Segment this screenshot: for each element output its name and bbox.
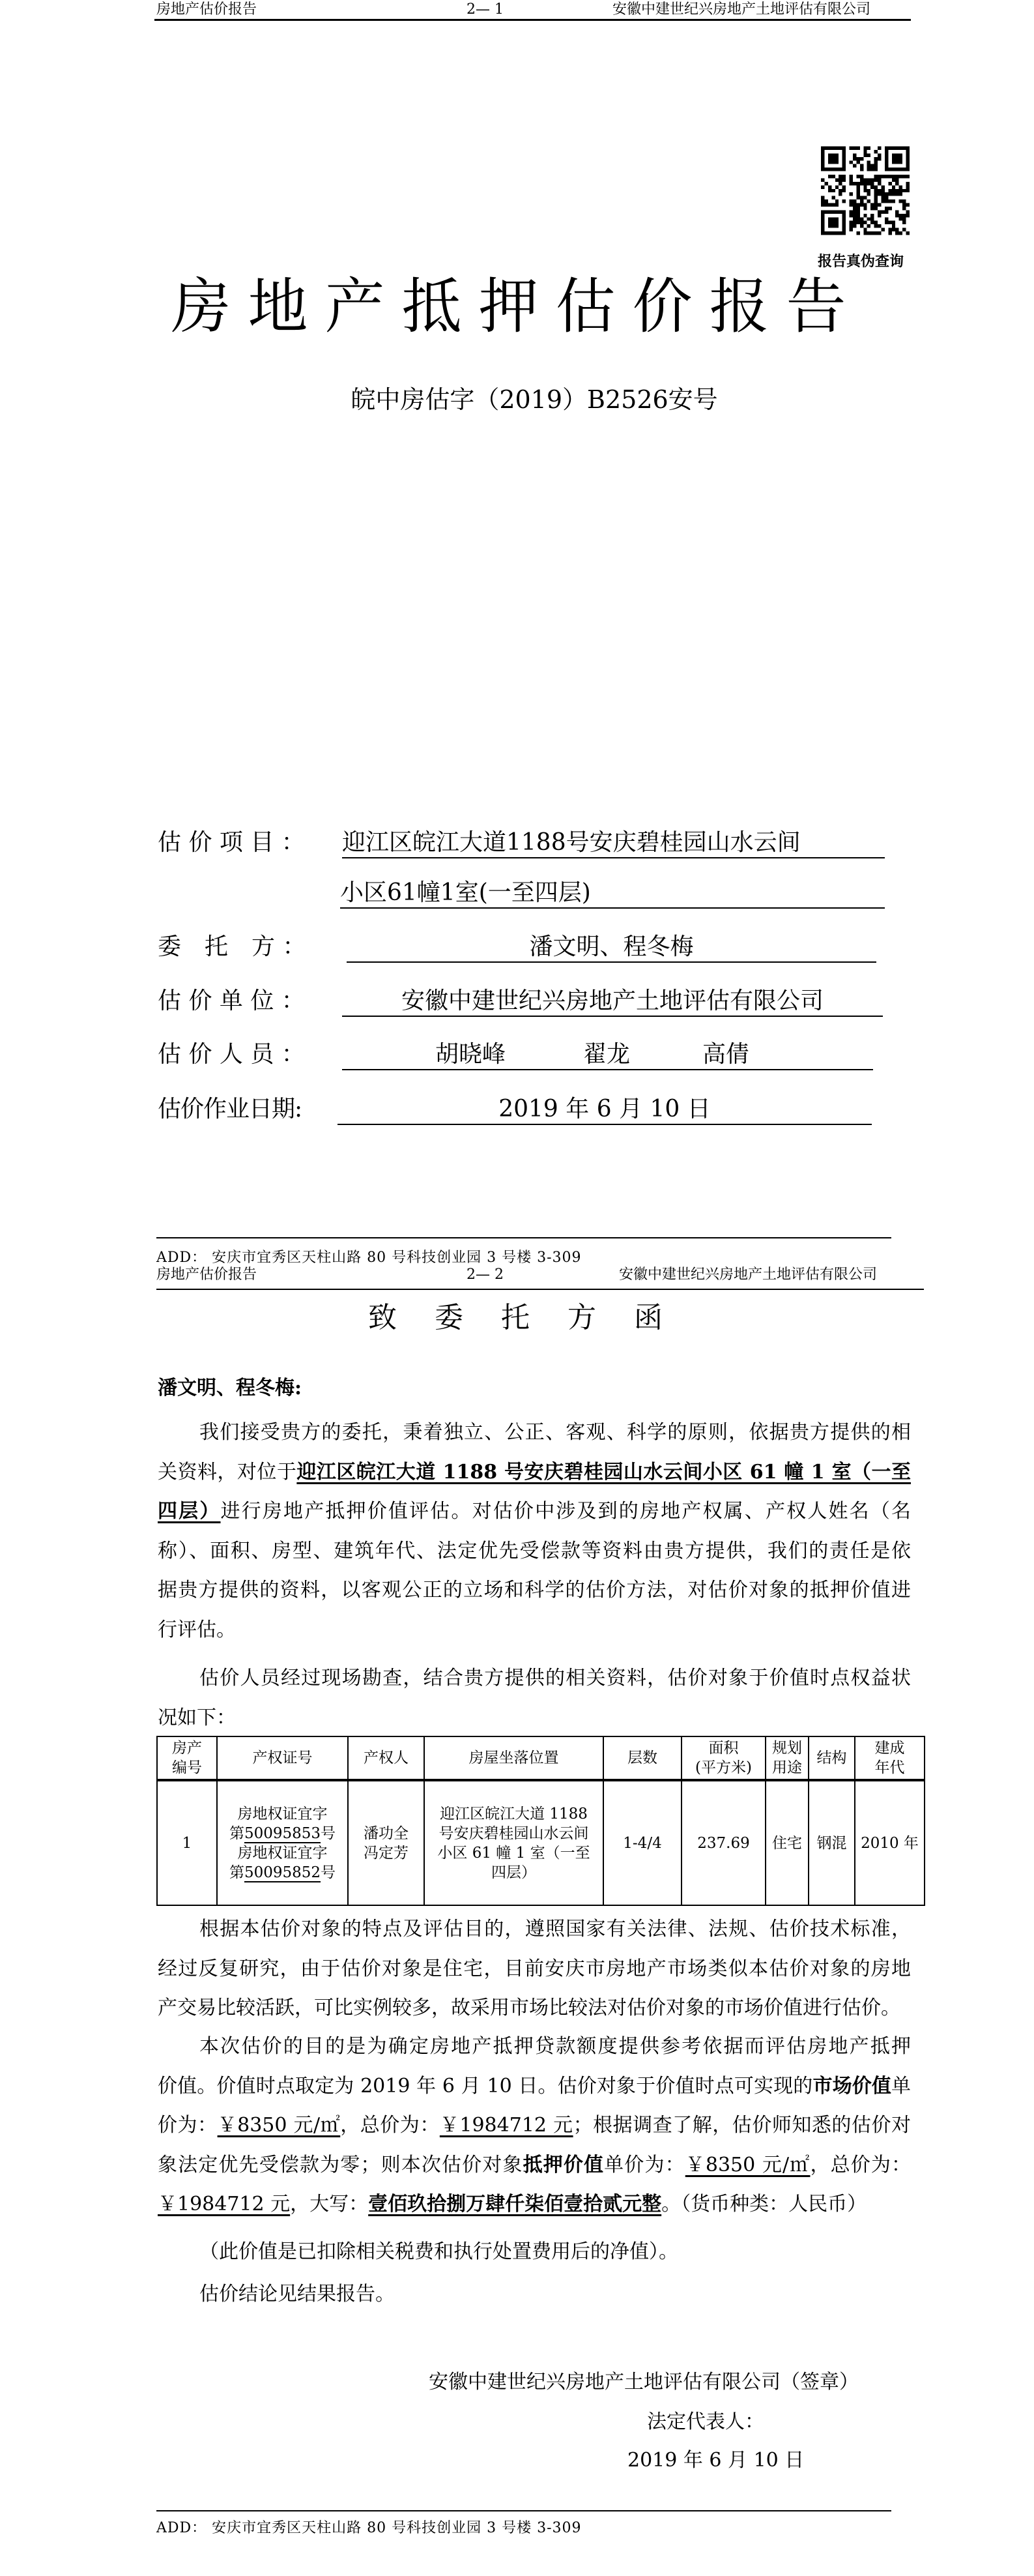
column-header <box>855 1736 925 1780</box>
emphasis-text: 市场价值 <box>812 2074 891 2098</box>
valuer-name: 胡晓峰 <box>435 1041 506 1068</box>
text-run: 本次估价的目的是为确定房地产抵押贷款额度提供参考依据而评估房地产抵押 <box>199 2035 911 2058</box>
report-title: 房地产抵押估价报告 <box>171 272 863 342</box>
text-run: 经过反复研究，由于估价对象是住宅，目前安庆市房地产市场类似本估价对象的房地 <box>158 1957 911 1980</box>
text-line <box>158 2106 911 2146</box>
text-run: 根据本估价对象的特点及评估目的，遵照国家有关法律、法规、估价技术标准， <box>199 1918 911 1940</box>
cell-cert-numbers <box>217 1780 348 1905</box>
column-header <box>217 1736 348 1780</box>
column-header-text: 房产 <box>172 1740 202 1757</box>
project-value-line2: 小区61幢1室(一至四层) <box>340 879 885 909</box>
column-header <box>682 1736 766 1780</box>
header-rule <box>156 1289 924 1290</box>
owner-name: 潘功全 <box>364 1824 409 1842</box>
text-run: 象法定优先受偿款为零；则本次估价对象 <box>158 2153 523 2176</box>
letter-title: 致委托方函 <box>368 1301 700 1334</box>
text-run: 据贵方提供的资料，以客观公正的立场和科学的估价方法，对估价对象的抵押价值进 <box>158 1579 911 1602</box>
column-header-text: 层数 <box>627 1749 657 1766</box>
header-company: 安徽中建世纪兴房地产土地评估有限公司 <box>612 1 871 18</box>
valuers-value <box>342 1040 873 1070</box>
text-line <box>158 1571 911 1611</box>
emphasis-text: ￥8350 元/㎡ <box>685 2153 811 2176</box>
text-line <box>158 1532 911 1572</box>
cell-area: 237.69 <box>682 1780 766 1905</box>
text-line <box>158 1950 911 1989</box>
text-run: 估价结论见结果报告。 <box>199 2283 395 2305</box>
cert-number: 50095853 <box>244 1824 321 1842</box>
owner-name: 冯定芳 <box>364 1844 409 1862</box>
header-page-number: 2— 1 <box>467 1 504 18</box>
cell-floors: 1-4/4 <box>603 1780 682 1905</box>
letter-paragraph <box>158 1659 911 1738</box>
emphasis-text: 壹佰玖拾捌万肆仟柒佰壹拾贰元整 <box>368 2193 662 2216</box>
qr-code-icon[interactable] <box>821 145 910 236</box>
signature-company: 安徽中建世纪兴房地产土地评估有限公司（签章） <box>429 2371 859 2393</box>
column-header-text: 编号 <box>172 1759 202 1776</box>
letter-paragraph <box>158 2027 911 2225</box>
header-page-number: 2— 2 <box>467 1266 504 1283</box>
cert-prefix: 房地权证宜字 <box>237 1805 328 1822</box>
letter-paragraph <box>158 1910 911 2028</box>
emphasis-text: 迎江区皖江大道 1188 号安庆碧桂园山水云间小区 61 幢 1 室（一至 <box>296 1460 912 1484</box>
column-header-text: 建成 <box>874 1740 905 1757</box>
text-line <box>158 1492 911 1532</box>
text-line <box>158 1413 911 1453</box>
text-run: 单价为： <box>604 2153 685 2176</box>
cell-use: 住宅 <box>766 1780 809 1905</box>
client-value: 潘文明、程冬梅 <box>347 933 876 963</box>
cert-prefix: 房地权证宜字 <box>237 1844 328 1862</box>
letter-paragraph <box>158 1413 911 1650</box>
header-company: 安徽中建世纪兴房地产土地评估有限公司 <box>619 1266 878 1283</box>
footer-rule <box>156 1237 891 1238</box>
valuers-label: 估 价 人 员 ： <box>158 1041 305 1068</box>
text-run: ，总价为： <box>340 2114 440 2137</box>
column-header-text: 面积 <box>708 1740 739 1757</box>
emphasis-text: 四层） <box>158 1500 221 1523</box>
text-line <box>158 2185 911 2225</box>
letter-paragraph <box>158 2232 911 2272</box>
text-line <box>158 1910 911 1950</box>
column-header-text: 产权证号 <box>252 1749 313 1766</box>
text-line <box>158 2067 911 2107</box>
column-header-text: 结构 <box>816 1749 847 1766</box>
text-line <box>158 1699 911 1738</box>
column-header <box>348 1736 424 1780</box>
text-line <box>158 1989 911 2028</box>
text-line <box>158 2232 911 2272</box>
text-line <box>158 1453 911 1493</box>
cell-property-no: 1 <box>157 1780 217 1905</box>
text-run: 单 <box>891 2074 911 2098</box>
text-line <box>158 1659 911 1699</box>
valuation-unit-value: 安徽中建世纪兴房地产土地评估有限公司 <box>342 987 883 1017</box>
work-date-label: 估价作业日期: <box>158 1096 302 1122</box>
column-header <box>424 1736 603 1780</box>
text-run: 况如下： <box>158 1706 236 1729</box>
footer-rule <box>156 2510 891 2511</box>
cell-location: 迎江区皖江大道 1188 号安庆碧桂园山水云间小区 61 幢 1 室（一至四层） <box>424 1780 603 1905</box>
footer-address: ADD： 安庆市宜秀区天柱山路 80 号科技创业园 3 号楼 3-309 <box>156 2520 582 2536</box>
salutation: 潘文明、程冬梅: <box>158 1377 302 1399</box>
cell-year: 2010 年 <box>855 1780 925 1905</box>
valuation-unit-label: 估 价 单 位 ： <box>158 988 305 1014</box>
cert-number: 50095852 <box>244 1864 321 1881</box>
emphasis-text: ￥8350 元/㎡ <box>217 2114 341 2137</box>
column-header <box>603 1736 682 1780</box>
text-run: ，总价为： <box>810 2153 912 2176</box>
text-run: （此价值是已扣除相关税费和执行处置费用后的净值）。 <box>199 2240 678 2263</box>
emphasis-text: ￥1984712 元 <box>439 2114 573 2137</box>
text-run: ，大写： <box>290 2193 369 2216</box>
text-run: 称）、面积、房型、建筑年代、法定优先受偿款等资料由贵方提供，我们的责任是依 <box>158 1539 911 1562</box>
letter-paragraph <box>158 2275 911 2315</box>
header-report-name: 房地产估价报告 <box>156 1 257 18</box>
text-run: 。（货币种类：人民币） <box>661 2193 867 2216</box>
column-header-text: 规划 <box>772 1740 802 1757</box>
column-header-text: 房屋坐落位置 <box>468 1749 559 1766</box>
header-report-name: 房地产估价报告 <box>156 1266 257 1283</box>
footer-address: ADD： 安庆市宜秀区天柱山路 80 号科技创业园 3 号楼 3-309 <box>156 1250 582 1266</box>
text-run: 估价人员经过现场勘查，结合贵方提供的相关资料，估价对象于价值时点权益状 <box>199 1667 911 1690</box>
text-line <box>158 2146 911 2186</box>
cert-pre: 第 <box>229 1824 244 1842</box>
legal-representative-label: 法定代表人： <box>647 2410 764 2433</box>
cert-suffix: 号 <box>321 1824 336 1842</box>
valuer-name: 高倩 <box>702 1041 750 1068</box>
cell-owners <box>348 1780 424 1905</box>
document-number: 皖中房估字（2019）B2526安号 <box>351 385 718 414</box>
text-run: ；根据调查了解，估价师知悉的估价对 <box>573 2114 912 2137</box>
valuer-name: 翟龙 <box>583 1041 631 1068</box>
project-value-line1: 迎江区皖江大道1188号安庆碧桂园山水云间 <box>342 828 885 858</box>
text-run: 价值。价值时点取定为 2019 年 6 月 10 日。估价对象于价值时点可实现的 <box>158 2074 813 2098</box>
emphasis-text: ￥1984712 元 <box>158 2193 291 2216</box>
text-run: 关资料，对位于 <box>158 1460 297 1484</box>
emphasis-text: 抵押价值 <box>523 2153 605 2176</box>
column-header <box>809 1736 855 1780</box>
text-line <box>158 2027 911 2067</box>
client-label: 委 托 方 ： <box>158 933 306 960</box>
table-row <box>157 1780 925 1905</box>
cell-structure: 钢混 <box>809 1780 855 1905</box>
text-line <box>158 2275 911 2315</box>
project-label: 估 价 项 目 ： <box>158 829 305 856</box>
property-table <box>156 1736 925 1906</box>
cert-suffix: 号 <box>321 1864 336 1881</box>
cert-pre: 第 <box>229 1864 244 1881</box>
signature-date: 2019 年 6 月 10 日 <box>627 2449 805 2472</box>
column-header-text: (平方米) <box>695 1759 752 1776</box>
text-run: 进行房地产抵押价值评估。对估价中涉及到的房地产权属、产权人姓名（名 <box>220 1500 912 1523</box>
text-line <box>158 1611 911 1650</box>
column-header-text: 产权人 <box>364 1749 409 1766</box>
column-header <box>157 1736 217 1780</box>
header-rule <box>154 19 911 21</box>
column-header <box>766 1736 809 1780</box>
table-header-row <box>157 1736 925 1780</box>
text-run: 我们接受贵方的委托，秉着独立、公正、客观、科学的原则，依据贵方提供的相 <box>199 1421 911 1444</box>
text-run: 价为： <box>158 2114 218 2137</box>
text-run: 行评估。 <box>158 1618 236 1641</box>
text-run: 产交易比较活跃，可比实例较多，故采用市场比较法对估价对象的市场价值进行估价。 <box>158 1997 900 2019</box>
work-date-value: 2019 年 6 月 10 日 <box>337 1095 872 1125</box>
column-header-text: 年代 <box>874 1759 905 1776</box>
column-header-text: 用途 <box>772 1759 802 1776</box>
qr-caption: 报告真伪查询 <box>818 253 904 270</box>
